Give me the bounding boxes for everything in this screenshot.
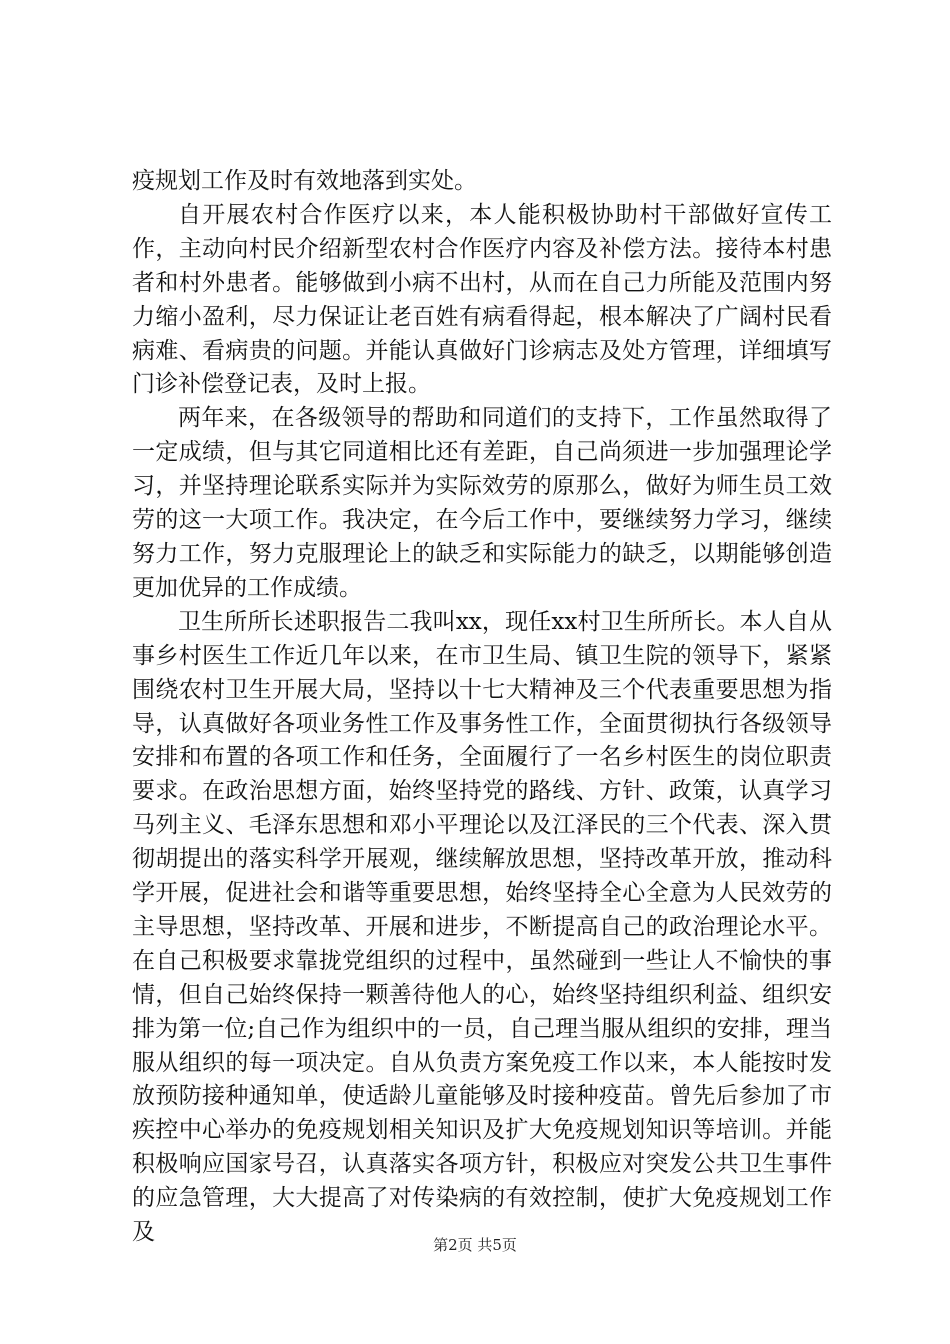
paragraph-2: 自开展农村合作医疗以来，本人能积极协助村干部做好宣传工作，主动向村民介绍新型农村合作医疗内容及补偿方法。接待本村患者和村外患者。能够做到小病不出村，从而在自己力所能及范围内努力缩小盈利，尽力保证让老百姓有病看得起，根本解决了广阔村民看病难、看病贵的问题。并能认真做好门诊病志及处方管理，详细填写门诊补偿登记表，及时上报。 bbox=[132, 201, 832, 398]
page-number-footer: 第2页 共5页 bbox=[433, 1236, 517, 1254]
paragraph-4: 卫生所所长述职报告二我叫xx，现任xx村卫生所所长。本人自从事乡村医生工作近几年以来，在市卫生局、镇卫生院的领导下，紧紧围绕农村卫生开展大局，坚持以十七大精神及三个代表重要思想为指导，认真做好各项业务性工作及事务性工作，全面贯彻执行各级领导安排和布置的各项工作和任务，全面履行了一名乡村医生的岗位职责要求。在政治思想方面，始终坚持党的路线、方针、政策，认真学习马列主义、毛泽东思想和邓小平理论以及江泽民的三个代表、深入贯彻胡提出的落实科学开展观，继续解放思想，坚持改革开放，推动科学开展，促进社会和谐等重要思想，始终坚持全心全意为人民效劳的主导思想，坚持改革、开展和进步，不断提高自己的政治理论水平。在自己积极要求靠拢党组织的过程中，虽然碰到一些让人不愉快的事情，但自己始终保持一颗善待他人的心，始终坚持组织利益、组织安排为第一位;自己作为组织中的一员，自己理当服从组织的安排，理当服从组织的每一项决定。自从负责方案免疫工作以来，本人能按时发放预防接种通知单，使适龄儿童能够及时接种疫苗。曾先后参加了市疾控中心举办的免疫规划相关知识及扩大免疫规划知识等培训。并能积极响应国家号召，认真落实各项方针，积极应对突发公共卫生事件的应急管理，大大提高了对传染病的有效控制，使扩大免疫规划工作及 bbox=[132, 608, 832, 1246]
paragraph-1: 疫规划工作及时有效地落到实处。 bbox=[132, 168, 477, 194]
document-body bbox=[132, 165, 832, 1250]
paragraph-3: 两年来，在各级领导的帮助和同道们的支持下，工作虽然取得了一定成绩，但与其它同道相比还有差距，自己尚须进一步加强理论学习，并坚持理论联系实际并为实际效劳的原那么，做好为师生员工效劳的这一大项工作。我决定，在今后工作中，要继续努力学习，继续努力工作，努力克服理论上的缺乏和实际能力的缺乏，以期能够创造更加优异的工作成绩。 bbox=[132, 405, 832, 601]
